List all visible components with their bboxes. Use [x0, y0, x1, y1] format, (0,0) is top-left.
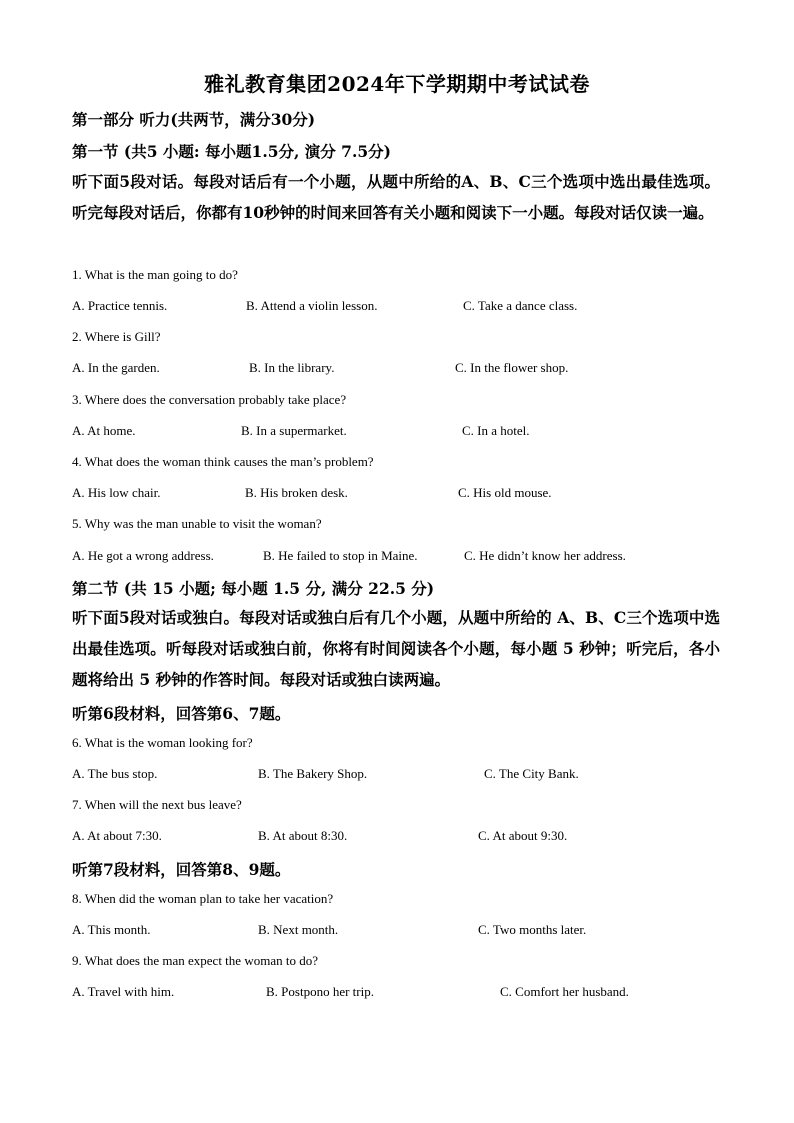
part1-heading: 第一部分 听力(共两节，满分30分) [72, 110, 316, 129]
question-4: 4. What does the woman think causes the man’s problem? [72, 454, 374, 469]
material-6-heading: 听第6段材料，回答第6、7题。 [72, 704, 291, 723]
option-c: C. Take a dance class. [463, 298, 578, 313]
option-b: B. Next month. [258, 922, 339, 937]
option-b: B. Attend a violin lesson. [246, 298, 378, 313]
option-a: A. At about 7:30. [72, 828, 162, 843]
question-5-options [72, 548, 722, 566]
question-9-options [72, 984, 722, 1002]
question-9: 9. What does the man expect the woman to do? [72, 953, 318, 968]
option-b: B. At about 8:30. [258, 828, 348, 843]
question-4-options [72, 485, 722, 503]
question-8-options [72, 922, 722, 940]
option-a: A. Travel with him. [72, 984, 175, 999]
section2-instructions: 听下面5段对话或独白。每段对话或独白后有几个小题，从题中所给的 A、B、C三个选项中选出最佳选项。听每段对话或独白前，你将有时间阅读各个小题，每小题 5 秒钟；听完后，各小题将给出 5 秒钟的作答时间。每段对话或独白读两遍。 [72, 608, 720, 689]
option-c: C. He didn’t know her address. [464, 548, 626, 563]
option-b: B. His broken desk. [245, 485, 348, 500]
option-a: A. The bus stop. [72, 766, 158, 781]
question-3-options [72, 423, 722, 441]
option-b: B. In the library. [249, 360, 335, 375]
option-c: C. In the flower shop. [455, 360, 569, 375]
option-a: A. Practice tennis. [72, 298, 168, 313]
option-c: C. Comfort her husband. [500, 984, 629, 999]
question-7: 7. When will the next bus leave? [72, 797, 242, 812]
option-a: A. His low chair. [72, 485, 161, 500]
option-c: C. His old mouse. [458, 485, 552, 500]
question-5: 5. Why was the man unable to visit the woman? [72, 516, 322, 531]
exam-title: 雅礼教育集团2024年下学期期中考试试卷 [204, 72, 590, 96]
option-b: B. He failed to stop in Maine. [263, 548, 418, 563]
option-a: A. In the garden. [72, 360, 160, 375]
option-b: B. In a supermarket. [241, 423, 347, 438]
question-3: 3. Where does the conversation probably take place? [72, 392, 347, 407]
material-7-heading: 听第7段材料，回答第8、9题。 [72, 860, 291, 879]
question-7-options [72, 828, 722, 846]
option-a: A. This month. [72, 922, 151, 937]
option-c: C. Two months later. [478, 922, 587, 937]
question-6: 6. What is the woman looking for? [72, 735, 253, 750]
option-c: C. The City Bank. [484, 766, 579, 781]
question-1-options [72, 298, 722, 316]
option-a: A. At home. [72, 423, 136, 438]
question-6-options [72, 766, 722, 784]
question-1: 1. What is the man going to do? [72, 267, 238, 282]
question-2-options [72, 360, 722, 378]
question-2: 2. Where is Gill? [72, 329, 161, 344]
option-b: B. The Bakery Shop. [258, 766, 368, 781]
section1-instructions: 听下面5段对话。每段对话后有一个小题，从题中所给的A、B、C三个选项中选出最佳选项。听完每段对话后，你都有10秒钟的时间来回答有关小题和阅读下一小题。每段对话仅读一遍。 [72, 172, 720, 222]
option-c: C. In a hotel. [462, 423, 530, 438]
option-a: A. He got a wrong address. [72, 548, 214, 563]
section1-heading: 第一节 (共5 小题: 每小题1.5分, 演分 7.5分) [72, 142, 391, 161]
question-8: 8. When did the woman plan to take her vacation? [72, 891, 334, 906]
option-b: B. Postpono her trip. [266, 984, 374, 999]
option-c: C. At about 9:30. [478, 828, 568, 843]
section2-heading: 第二节 (共 15 小题; 每小题 1.5 分, 满分 22.5 分) [72, 579, 435, 598]
